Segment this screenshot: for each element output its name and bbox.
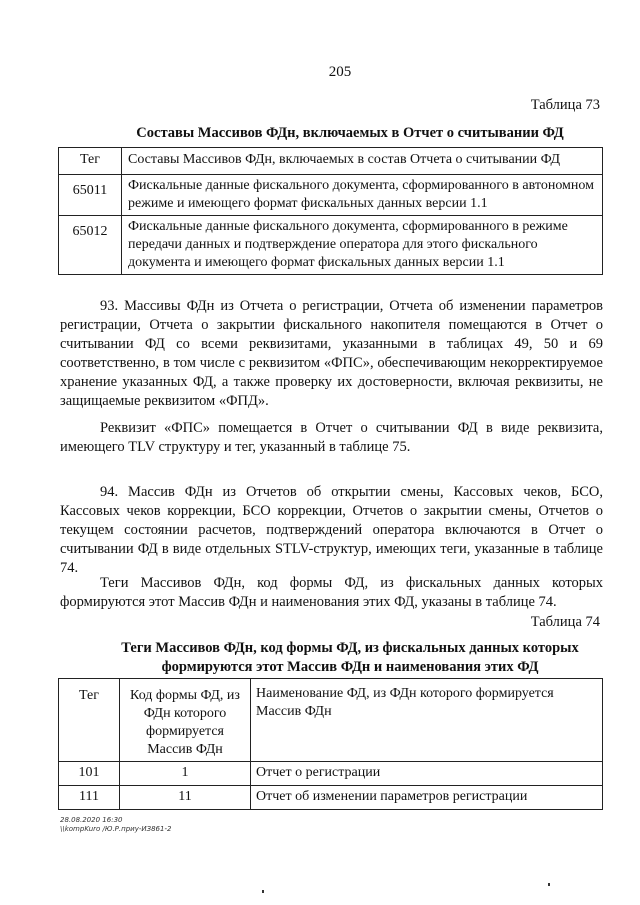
cell-tag: 65012 bbox=[59, 216, 122, 275]
scan-speck bbox=[262, 890, 264, 893]
cell-description: Фискальные данные фискального документа, сформированного в режиме передачи данных и подтверждение оператора для этого фискального документа и имеющего формат фискальных данных версии 1.1 bbox=[122, 216, 603, 275]
cell-name: Отчет об изменении параметров регистрации bbox=[251, 786, 603, 810]
header-cell-tag: Тег bbox=[59, 679, 120, 762]
cell-code: 1 bbox=[120, 762, 251, 786]
table-74-caption-line1: Теги Массивов ФДн, код формы ФД, из фискальных данных которых bbox=[121, 640, 579, 656]
cell-code: 11 bbox=[120, 786, 251, 810]
print-stamp bbox=[60, 816, 171, 834]
table-74 bbox=[58, 678, 603, 810]
header-cell-code: Код формы ФД, из ФДн которого формируется Массив ФДн bbox=[120, 679, 251, 762]
table-header-row bbox=[59, 679, 603, 762]
header-cell-name: Наименование ФД, из ФДн которого формируется Массив ФДн bbox=[251, 679, 603, 762]
table-row bbox=[59, 786, 603, 810]
table-row bbox=[59, 175, 603, 216]
print-stamp-path: \\kompKuro /Ю.Р.приу-ИЗ861-2 bbox=[60, 825, 172, 833]
cell-tag: 65011 bbox=[59, 175, 122, 216]
table-row bbox=[59, 216, 603, 275]
table-73-caption: Составы Массивов ФДн, включаемых в Отчет о считывании ФД bbox=[136, 125, 564, 141]
cell-tag: 111 bbox=[59, 786, 120, 810]
table-73 bbox=[58, 147, 603, 275]
header-cell-tag: Тег bbox=[59, 148, 122, 175]
table-74-label: Таблица 74 bbox=[530, 614, 600, 630]
page-number: 205 bbox=[328, 64, 352, 80]
paragraph-93-fps: Реквизит «ФПС» помещается в Отчет о считывании ФД в виде реквизита, имеющего TLV структуру и тег, указанный в таблице 75. bbox=[60, 420, 603, 455]
table-74-caption bbox=[60, 639, 640, 677]
table-header-row bbox=[59, 148, 603, 175]
paragraph-94: 94. Массив ФДн из Отчетов об открытии смены, Кассовых чеков, БСО, Кассовых чеков коррекции, БСО коррекции, Отчетов о закрытии смены, Отчетов о текущем состоянии расчетов, подтверждений оператора включаются в Отчет о считывании ФД в виде отдельных STLV-структур, имеющих теги, указанные в таблице 74. bbox=[60, 484, 603, 576]
header-cell-description: Составы Массивов ФДн, включаемых в состав Отчета о считывании ФД bbox=[122, 148, 603, 175]
scan-speck bbox=[548, 883, 550, 886]
table-row bbox=[59, 762, 603, 786]
paragraph-93: 93. Массивы ФДн из Отчета о регистрации, Отчета об изменении параметров регистрации, Отчета о закрытии фискального накопителя помещаются в Отчет о считывании ФД со всеми реквизитами, указанными в таблицах 49, 50 и 69 соответственно, в том числе с реквизитом «ФПС», обеспечивающим некорректируемое хранение указанных ФД, а также проверку их достоверности, включая реквизиты, не защищаемые реквизитом «ФПД». bbox=[60, 298, 603, 409]
print-stamp-date: 28.08.2020 16:30 bbox=[60, 816, 123, 824]
table-74-caption-line2: формируются этот Массив ФДн и наименования этих ФД bbox=[161, 659, 539, 675]
table-73-label: Таблица 73 bbox=[530, 97, 600, 113]
cell-description: Фискальные данные фискального документа, сформированного в автономном режиме и имеющего формат фискальных данных версии 1.1 bbox=[122, 175, 603, 216]
cell-name: Отчет о регистрации bbox=[251, 762, 603, 786]
cell-tag: 101 bbox=[59, 762, 120, 786]
paragraph-94-tags: Теги Массивов ФДн, код формы ФД, из фискальных данных которых формируются этот Массив ФДн и наименования этих ФД, указаны в таблице 74. bbox=[60, 575, 603, 610]
